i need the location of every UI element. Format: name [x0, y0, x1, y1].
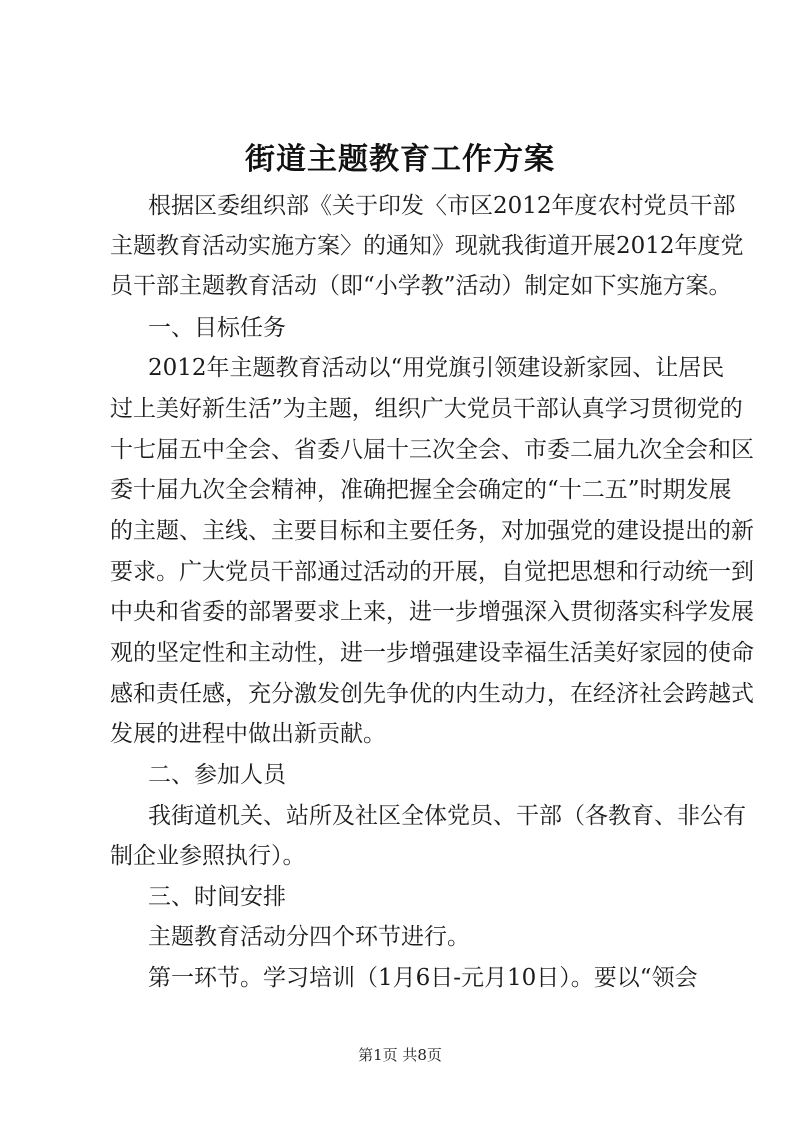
paragraph-line: 发展的进程中做出新贡献。	[110, 721, 386, 747]
paragraph-line: 要求。广大党员干部通过活动的开展，自觉把思想和行动统一到	[110, 559, 754, 585]
paragraph-line: 主题教育活动实施方案〉的通知》现就我街道开展2012年度党	[110, 233, 744, 259]
document-title: 街道主题教育工作方案	[245, 142, 555, 177]
section-heading: 二、参加人员	[148, 762, 286, 788]
paragraph-line: 感和责任感，充分激发创先争优的内生动力，在经济社会跨越式	[110, 681, 754, 707]
paragraph-line: 根据区委组织部《关于印发〈市区2012年度农村党员干部	[148, 193, 736, 219]
paragraph-line: 制企业参照执行）。	[110, 843, 306, 869]
paragraph-line: 主题教育活动分四个环节进行。	[148, 924, 470, 950]
paragraph-line: 观的坚定性和主动性，进一步增强建设幸福生活美好家园的使命	[110, 640, 754, 666]
section-heading: 三、时间安排	[148, 884, 286, 910]
paragraph-line: 2012年主题教育活动以“用党旗引领建设新家园、让居民	[148, 355, 725, 381]
paragraph-line: 过上美好新生活”为主题，组织广大党员干部认真学习贯彻党的	[110, 396, 743, 422]
paragraph-line: 第一环节。学习培训（1月6日-元月10日）。要以“领会	[148, 965, 698, 991]
paragraph-line: 员干部主题教育活动（即“小学教”活动）制定如下实施方案。	[110, 273, 732, 299]
paragraph-line: 的主题、主线、主要目标和主要任务，对加强党的建设提出的新	[110, 518, 754, 544]
paragraph-line: 十七届五中全会、省委八届十三次全会、市委二届九次全会和区	[110, 437, 754, 463]
paragraph-line: 委十届九次全会精神，准确把握全会确定的“十二五”时期发展	[110, 477, 732, 503]
section-heading: 一、目标任务	[148, 315, 286, 341]
page-footer: 第1页 共8页	[358, 1046, 442, 1064]
paragraph-line: 我街道机关、站所及社区全体党员、干部（各教育、非公有	[148, 803, 746, 829]
paragraph-line: 中央和省委的部署要求上来，进一步增强深入贯彻落实科学发展	[110, 599, 754, 625]
